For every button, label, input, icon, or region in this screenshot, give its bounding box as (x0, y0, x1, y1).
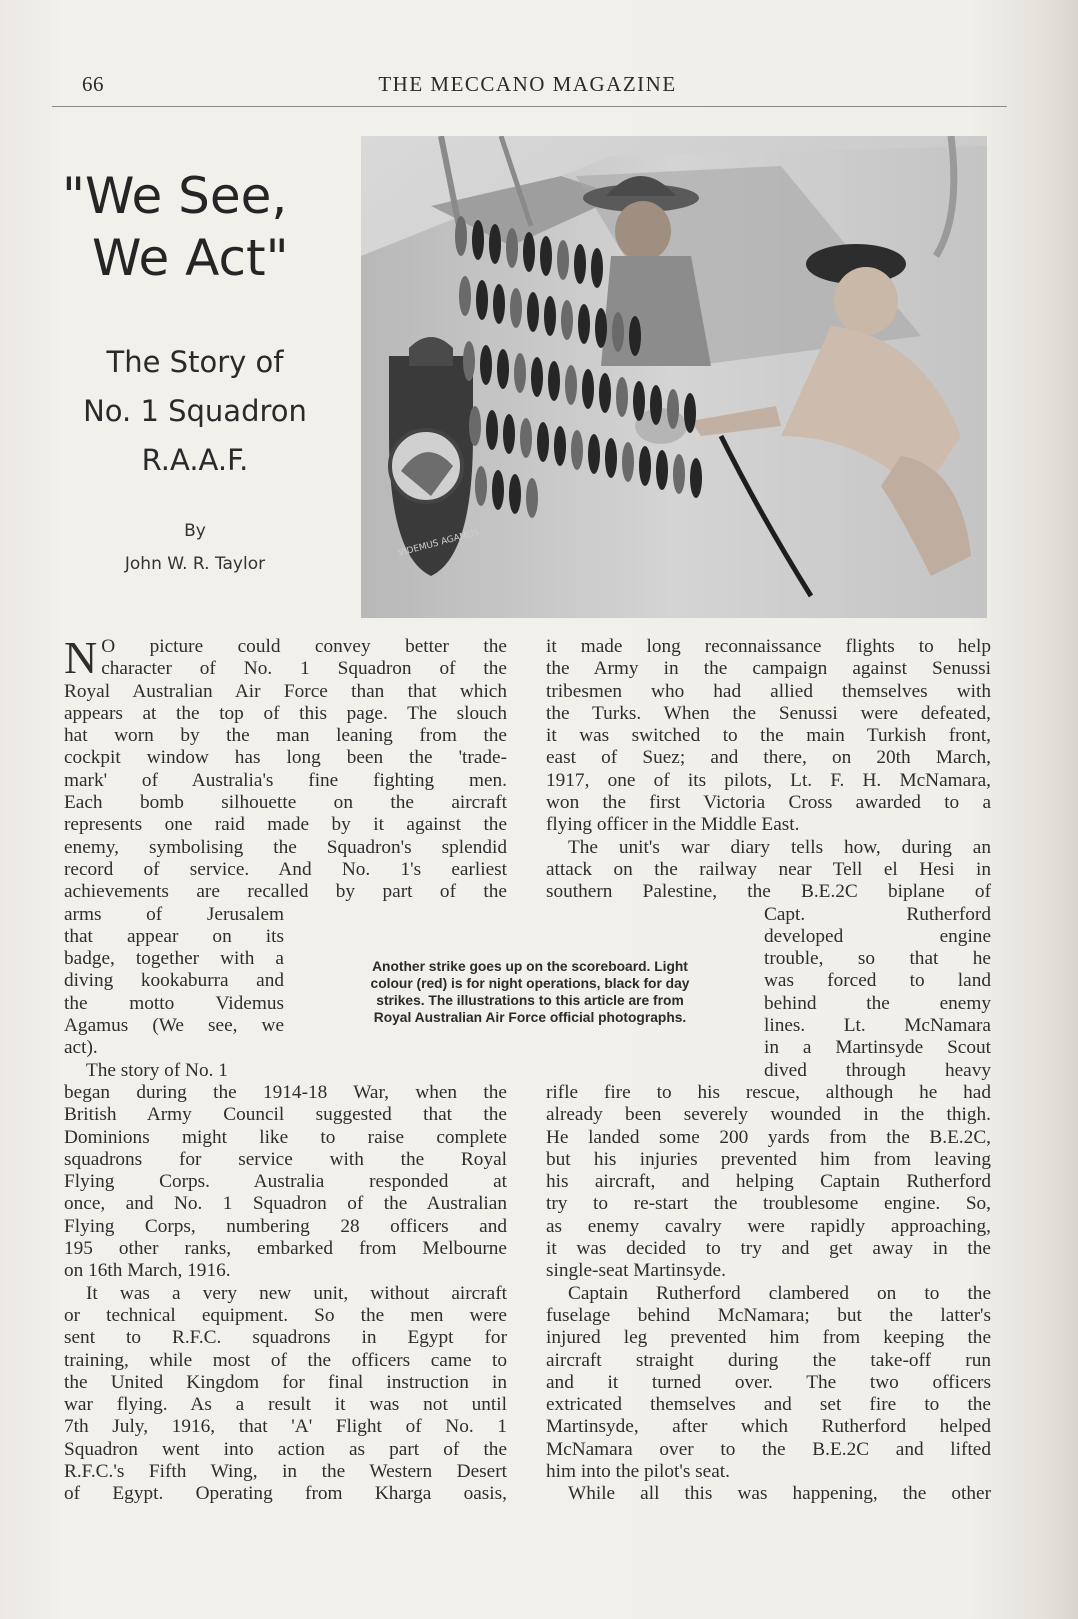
text-line: sent to R.F.C. squadrons in Egypt for (64, 1327, 507, 1349)
paragraph-5 (546, 837, 991, 1283)
bomb-silhouette-icon (548, 361, 560, 401)
bomb-silhouette-icon (476, 280, 488, 320)
bomb-silhouette-icon (486, 410, 498, 450)
text-line: character of No. 1 Squadron of the (101, 658, 507, 680)
text-line: Flying Corps. Australia responded at (64, 1171, 507, 1193)
bomb-silhouette-icon (591, 248, 603, 288)
text-column-left (64, 632, 507, 1506)
text-line: Martinsyde, after which Rutherford helped (546, 1416, 991, 1438)
article-title (40, 165, 350, 289)
text-line: behind the enemy (764, 992, 991, 1014)
bomb-silhouette-icon (540, 236, 552, 276)
text-line: rifle fire to his rescue, although he had (546, 1081, 991, 1103)
bomb-silhouette-icon (605, 438, 617, 478)
bomb-silhouette-icon (506, 228, 518, 268)
bomb-silhouette-icon (673, 454, 685, 494)
text-line: appears at the top of this page. The slouch (64, 702, 507, 724)
bomb-silhouette-icon (684, 393, 696, 433)
text-line: the United Kingdom for final instruction in (64, 1371, 507, 1393)
text-line: once, and No. 1 Squadron of the Australian (64, 1193, 507, 1215)
bomber-nose-photo (361, 136, 987, 618)
caption-line: Royal Australian Air Force official photographs. (373, 1010, 687, 1025)
text-line: R.F.C.'s Fifth Wing, in the Western Desert (64, 1460, 507, 1482)
bomb-silhouette-icon (469, 406, 481, 446)
text-line: Royal Australian Air Force than that which (64, 680, 507, 702)
title-line-1: "We See, (62, 167, 288, 225)
bomb-silhouette-icon (616, 377, 628, 417)
bomb-silhouette-icon (639, 446, 651, 486)
text-line: Dominions might like to raise complete (64, 1126, 507, 1148)
bomb-silhouette-icon (561, 300, 573, 340)
bomb-silhouette-icon (480, 345, 492, 385)
bomb-silhouette-icon (455, 216, 467, 256)
text-line: diving kookaburra and (64, 970, 284, 992)
caption-line: Another strike goes up on the scoreboard. Light (372, 959, 688, 974)
text-line: Flying Corps, numbering 28 officers and (64, 1215, 507, 1237)
bomb-silhouette-icon (463, 341, 475, 381)
text-line: training, while most of the officers came to (64, 1349, 507, 1371)
subtitle-line-3: R.A.A.F. (141, 443, 249, 477)
bomb-silhouette-icon (497, 349, 509, 389)
text-line: in a Martinsyde Scout (764, 1037, 991, 1059)
bomb-silhouette-icon (622, 442, 634, 482)
text-line: enemy, symbolising the Squadron's splendid (64, 836, 507, 858)
text-line: Each bomb silhouette on the aircraft (64, 792, 507, 814)
bomb-silhouette-icon (503, 414, 515, 454)
byline (40, 515, 350, 581)
article-subtitle (40, 338, 350, 485)
text-line: war flying. As a result it was not until (64, 1394, 507, 1416)
text-line: flying officer in the Middle East. (546, 814, 800, 836)
text-line: but his injuries prevented him from leaving (546, 1148, 991, 1170)
text-line: it was switched to the main Turkish front, (546, 725, 991, 747)
text-line: the Turks. When the Senussi were defeated, (546, 702, 991, 724)
bomb-silhouette-icon (523, 232, 535, 272)
page-number: 66 (82, 72, 104, 96)
bomb-silhouette-icon (509, 474, 521, 514)
text-line: 195 other ranks, embarked from Melbourne (64, 1238, 507, 1260)
bomb-silhouette-icon (588, 434, 600, 474)
bomb-silhouette-icon (612, 312, 624, 352)
text-line: tribesmen who had allied themselves with (546, 680, 991, 702)
bomb-silhouette-icon (574, 244, 586, 284)
bomb-silhouette-icon (531, 357, 543, 397)
text-line: his aircraft, and helping Captain Rutherford (546, 1171, 991, 1193)
text-line: The story of No. 1 (86, 1059, 228, 1081)
badge-motto: VIDEMUS AGAMUS (397, 527, 481, 559)
bomb-silhouette-icon (514, 353, 526, 393)
text-line: Capt. Rutherford (764, 903, 991, 925)
bomb-silhouette-icon (554, 426, 566, 466)
text-line: dived through heavy (764, 1059, 991, 1081)
subtitle-line-1: The Story of (106, 345, 284, 379)
text-line: British Army Council suggested that the (64, 1104, 507, 1126)
bomb-silhouette-icon (690, 458, 702, 498)
text-line: 1917, one of its pilots, Lt. F. H. McNamara, (546, 769, 991, 791)
text-line: the Army in the campaign against Senussi (546, 658, 991, 680)
text-line: aircraft straight during the take-off run (546, 1349, 991, 1371)
text-line: represents one raid made by it against the (64, 814, 507, 836)
bomb-silhouette-icon (667, 389, 679, 429)
text-line: hat worn by the man leaning from the (64, 725, 507, 747)
text-line: extricated themselves and set fire to the (546, 1394, 991, 1416)
text-line: McNamara over to the B.E.2C and lifted (546, 1438, 991, 1460)
text-line: already been severely wounded in the thigh. (546, 1104, 991, 1126)
text-column-right (546, 636, 991, 1506)
text-line: It was a very new unit, without aircraft (86, 1282, 507, 1304)
bomb-silhouette-icon (492, 470, 504, 510)
text-line: Agamus (We see, we (64, 1015, 284, 1037)
caption-line: colour (red) is for night operations, black for day (370, 976, 690, 991)
text-line: southern Palestine, the B.E.2C biplane of (546, 881, 991, 903)
bomb-silhouette-icon (537, 422, 549, 462)
paragraph-4 (546, 636, 991, 837)
text-line: it was decided to try and get away in the (546, 1238, 991, 1260)
text-line: cockpit window has long been the 'trade- (64, 747, 507, 769)
bomb-silhouette-icon (565, 365, 577, 405)
text-line: it made long reconnaissance flights to help (546, 636, 991, 657)
bomb-silhouette-icon (493, 284, 505, 324)
bomb-silhouette-icon (459, 276, 471, 316)
text-line: as enemy cavalry were rapidly approaching, (546, 1215, 991, 1237)
title-line-2: We Act" (92, 229, 289, 287)
magazine-title: THE MECCANO MAGAZINE (378, 72, 677, 96)
bomb-silhouette-icon (489, 224, 501, 264)
author-name: John W. R. Taylor (124, 554, 266, 574)
text-line: The unit's war diary tells how, during an (568, 836, 991, 858)
text-line: squadrons for service with the Royal (64, 1148, 507, 1170)
text-line: on 16th March, 1916. (64, 1260, 231, 1282)
text-line: won the first Victoria Cross awarded to a (546, 792, 991, 814)
bomber-nose-photo-icon (361, 136, 987, 618)
text-line: and it turned over. The two officers (546, 1371, 991, 1393)
text-line: single-seat Martinsyde. (546, 1260, 726, 1282)
bomb-silhouette-icon (475, 466, 487, 506)
text-line: try to re-start the troublesome engine. So, (546, 1193, 991, 1215)
text-line: act). (64, 1037, 98, 1059)
text-line: trouble, so that he (764, 948, 991, 970)
bomb-silhouette-icon (633, 381, 645, 421)
bomb-silhouette-icon (595, 308, 607, 348)
text-line: While all this was happening, the other (568, 1483, 991, 1505)
text-line: or technical equipment. So the men were (64, 1304, 507, 1326)
bomb-silhouette-icon (629, 316, 641, 356)
bomb-silhouette-icon (520, 418, 532, 458)
text-line: lines. Lt. McNamara (764, 1015, 991, 1037)
bomb-silhouette-icon (599, 373, 611, 413)
text-line: fuselage behind McNamara; but the latter's (546, 1304, 991, 1326)
text-line: east of Suez; and there, on 20th March, (546, 747, 991, 769)
paragraph-6 (546, 1283, 991, 1484)
header-rule (52, 106, 1007, 107)
text-line: that appear on its (64, 925, 284, 947)
article-title-heading (40, 165, 350, 289)
text-line: the motto Videmus (64, 992, 284, 1014)
caption-line: strikes. The illustrations to this article are from (376, 993, 684, 1008)
text-line: was forced to land (764, 970, 991, 992)
bomb-silhouette-icon (510, 288, 522, 328)
text-line: began during the 1914-18 War, when the (64, 1081, 507, 1103)
text-line: achievements are recalled by part of the (64, 881, 507, 903)
text-line: O picture could convey better the (101, 636, 507, 657)
paragraph-2 (64, 1060, 507, 1082)
bomb-silhouette-icon (582, 369, 594, 409)
bomb-silhouette-icon (472, 220, 484, 260)
paragraph-7 (546, 1483, 991, 1505)
text-line: badge, together with a (64, 948, 284, 970)
bomb-silhouette-icon (656, 450, 668, 490)
text-line: record of service. And No. 1's earliest (64, 858, 507, 880)
text-line: He landed some 200 yards from the B.E.2C, (546, 1126, 991, 1148)
paragraph-3 (64, 1283, 507, 1506)
bomb-silhouette-icon (557, 240, 569, 280)
text-line: him into the pilot's seat. (546, 1460, 730, 1482)
text-line: attack on the railway near Tell el Hesi in (546, 858, 991, 880)
text-line: of Egypt. Operating from Kharga oasis, (64, 1483, 507, 1505)
text-line: Squadron went into action as part of the (64, 1438, 507, 1460)
bomb-silhouette-icon (571, 430, 583, 470)
text-line: arms of Jerusalem (64, 903, 284, 925)
bomb-silhouette-icon (650, 385, 662, 425)
subtitle-line-2: No. 1 Squadron (83, 394, 307, 428)
bomb-silhouette-icon (578, 304, 590, 344)
text-line: Captain Rutherford clambered on to the (568, 1282, 991, 1304)
bomb-silhouette-icon (544, 296, 556, 336)
paragraph-2-cont (64, 1082, 507, 1283)
by-label: By (184, 521, 206, 541)
text-line: injured leg prevented him from keeping the (546, 1327, 991, 1349)
text-line: developed engine (764, 925, 991, 947)
bomb-silhouette-icon (526, 478, 538, 518)
text-line: 7th July, 1916, that 'A' Flight of No. 1 (64, 1416, 507, 1438)
bomb-silhouette-icon (527, 292, 539, 332)
drop-cap: N (64, 632, 98, 683)
text-line: mark' of Australia's fine fighting men. (64, 769, 507, 791)
